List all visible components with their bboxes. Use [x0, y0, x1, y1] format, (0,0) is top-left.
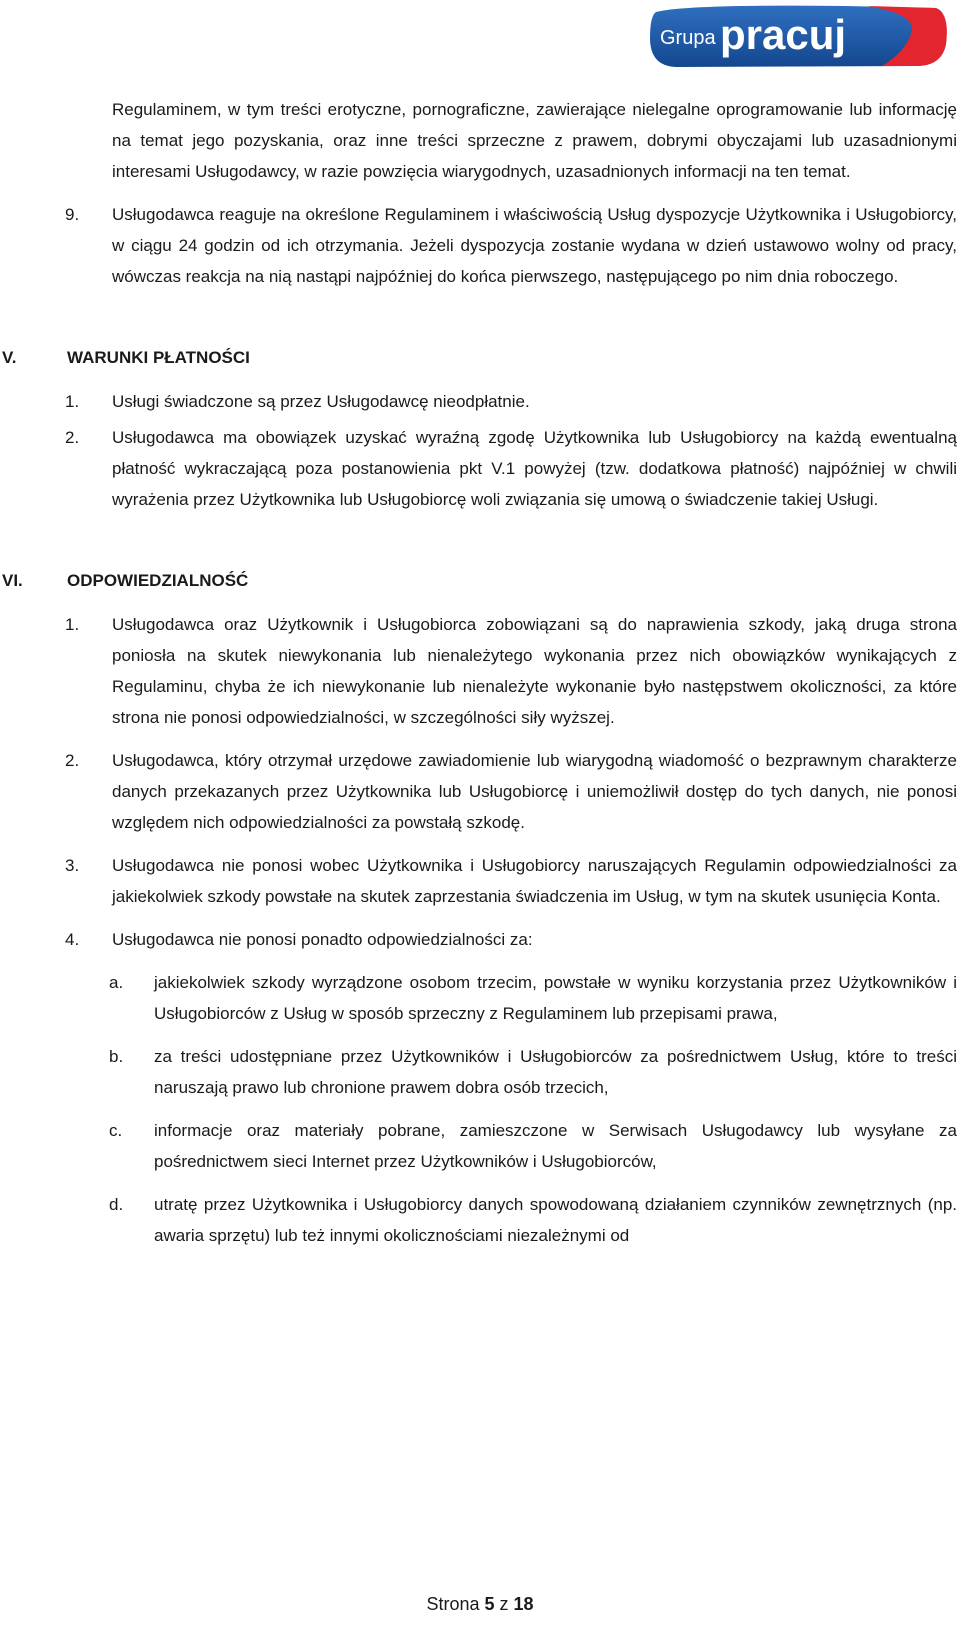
sub-list-item	[109, 1041, 957, 1103]
page-total: 18	[513, 1594, 534, 1614]
section-heading-vi	[0, 565, 960, 596]
sub-list-letter: c.	[109, 1121, 123, 1140]
list-item	[65, 850, 957, 912]
list-item-number: 2.	[65, 428, 80, 447]
footer-prefix: Strona	[426, 1594, 485, 1614]
list-item-text: Usługodawca nie ponosi ponadto odpowiedzialności za:	[112, 930, 533, 949]
list-item-text: Usługodawca reaguje na określone Regulaminem i właściwością Usług dyspozycje Użytkownika i Usługobiorcy, w ciągu 24 godzin od ich otrzymania. Jeżeli dyspozycja zostanie wydana w dzień ustawowo wolny od pracy, wówczas reakcja na nią nastąpi najpóźniej do końca pierwszego, następującego po nim dnia roboczego.	[112, 205, 957, 286]
list-item-number: 4.	[65, 930, 80, 949]
list-item-text: Usługodawca, który otrzymał urzędowe zawiadomienie lub wiarygodną wiadomość o bezprawnym charakterze danych przekazanych przez Użytkownika lub Usługobiorcę i uniemożliwił dostęp do tych danych, nie ponosi względem nich odpowiedzialności za powstałą szkodę.	[112, 751, 957, 832]
list-item-number: 1.	[65, 615, 80, 634]
grupa-pracuj-logo	[646, 4, 954, 70]
sub-list-text: za treści udostępniane przez Użytkowników i Usługobiorców za pośrednictwem Usług, które to treści naruszają prawo lub chronione prawem dobra osób trzecich,	[154, 1047, 957, 1097]
list-item-text: Usługi świadczone są przez Usługodawcę nieodpłatnie.	[112, 392, 530, 411]
sub-list-item	[109, 967, 957, 1029]
sub-list-text: jakiekolwiek szkody wyrządzone osobom trzecim, powstałe w wyniku korzystania przez Użytkowników i Usługobiorców z Usług w sposób sprzeczny z Regulaminem lub przepisami prawa,	[154, 973, 957, 1023]
sub-list-letter: d.	[109, 1195, 124, 1214]
logo-brand-text: pracuj	[720, 11, 847, 58]
list-item-9	[65, 199, 957, 292]
list-item-number: 1.	[65, 392, 80, 411]
section-number: V.	[2, 348, 17, 367]
list-item	[65, 924, 957, 955]
intro-paragraph: Regulaminem, w tym treści erotyczne, pornograficzne, zawierające nielegalne oprogramowanie lub informację na temat jego pozyskania, oraz inne treści sprzeczne z prawem, dobrymi obyczajami lub uzasadnionymi interesami Usługodawcy, w razie powzięcia wiarygodnych, uzasadnionych informacji na ten temat.	[112, 100, 957, 181]
section-number: VI.	[2, 571, 23, 590]
sub-list-item	[109, 1115, 957, 1177]
section-title: WARUNKI PŁATNOŚCI	[67, 348, 250, 367]
list-item-text: Usługodawca ma obowiązek uzyskać wyraźną zgodę Użytkownika lub Usługobiorcy na każdą ewentualną płatność wykraczającą poza postanowienia pkt V.1 powyżej (tzw. dodatkowa płatność) najpóźniej w chwili wyrażenia przez Użytkownika lub Usługobiorcę woli związania się umową o świadczenie takiej Usługi.	[112, 428, 957, 509]
logo-group-text: Grupa	[660, 27, 716, 49]
sub-list-letter: a.	[109, 973, 124, 992]
list-item	[65, 745, 957, 838]
document-body	[0, 94, 960, 1251]
section-title: ODPOWIEDZIALNOŚĆ	[67, 571, 249, 590]
sub-list-text: utratę przez Użytkownika i Usługobiorcy danych spowodowaną działaniem czynników zewnętrznych (np. awaria sprzętu) lub też innymi okolicznościami niezależnymi od	[154, 1195, 957, 1245]
list-item	[65, 422, 957, 515]
page-number: 5	[484, 1594, 495, 1614]
list-item-number: 2.	[65, 751, 80, 770]
list-item-text: Usługodawca oraz Użytkownik i Usługobiorca zobowiązani są do naprawienia szkody, jaką druga strona poniosła na skutek niewykonania lub nienależytego wykonania przez nich obowiązków wynikających z Regulaminu, chyba że ich niewykonanie lub nienależyte wykonanie było następstwem okoliczności, za które strona nie ponosi odpowiedzialności, w szczególności siły wyższej.	[112, 615, 957, 727]
list-item-number: 9.	[65, 205, 80, 224]
sub-list-item	[109, 1189, 957, 1251]
sub-list-letter: b.	[109, 1047, 124, 1066]
list-item	[65, 386, 957, 417]
list-item	[65, 609, 957, 733]
list-item-number: 3.	[65, 856, 80, 875]
footer-separator: z	[494, 1594, 514, 1614]
sub-list-text: informacje oraz materiały pobrane, zamieszczone w Serwisach Usługodawcy lub wysyłane za pośrednictwem sieci Internet przez Użytkowników i Usługobiorców,	[154, 1121, 957, 1171]
section-heading-v	[0, 342, 960, 373]
list-item-text: Usługodawca nie ponosi wobec Użytkownika i Usługobiorcy naruszających Regulamin odpowiedzialności za jakiekolwiek szkody powstałe na skutek zaprzestania świadczenia im Usług, w tym na skutek usunięcia Konta.	[112, 856, 957, 906]
page-footer	[0, 1594, 960, 1615]
